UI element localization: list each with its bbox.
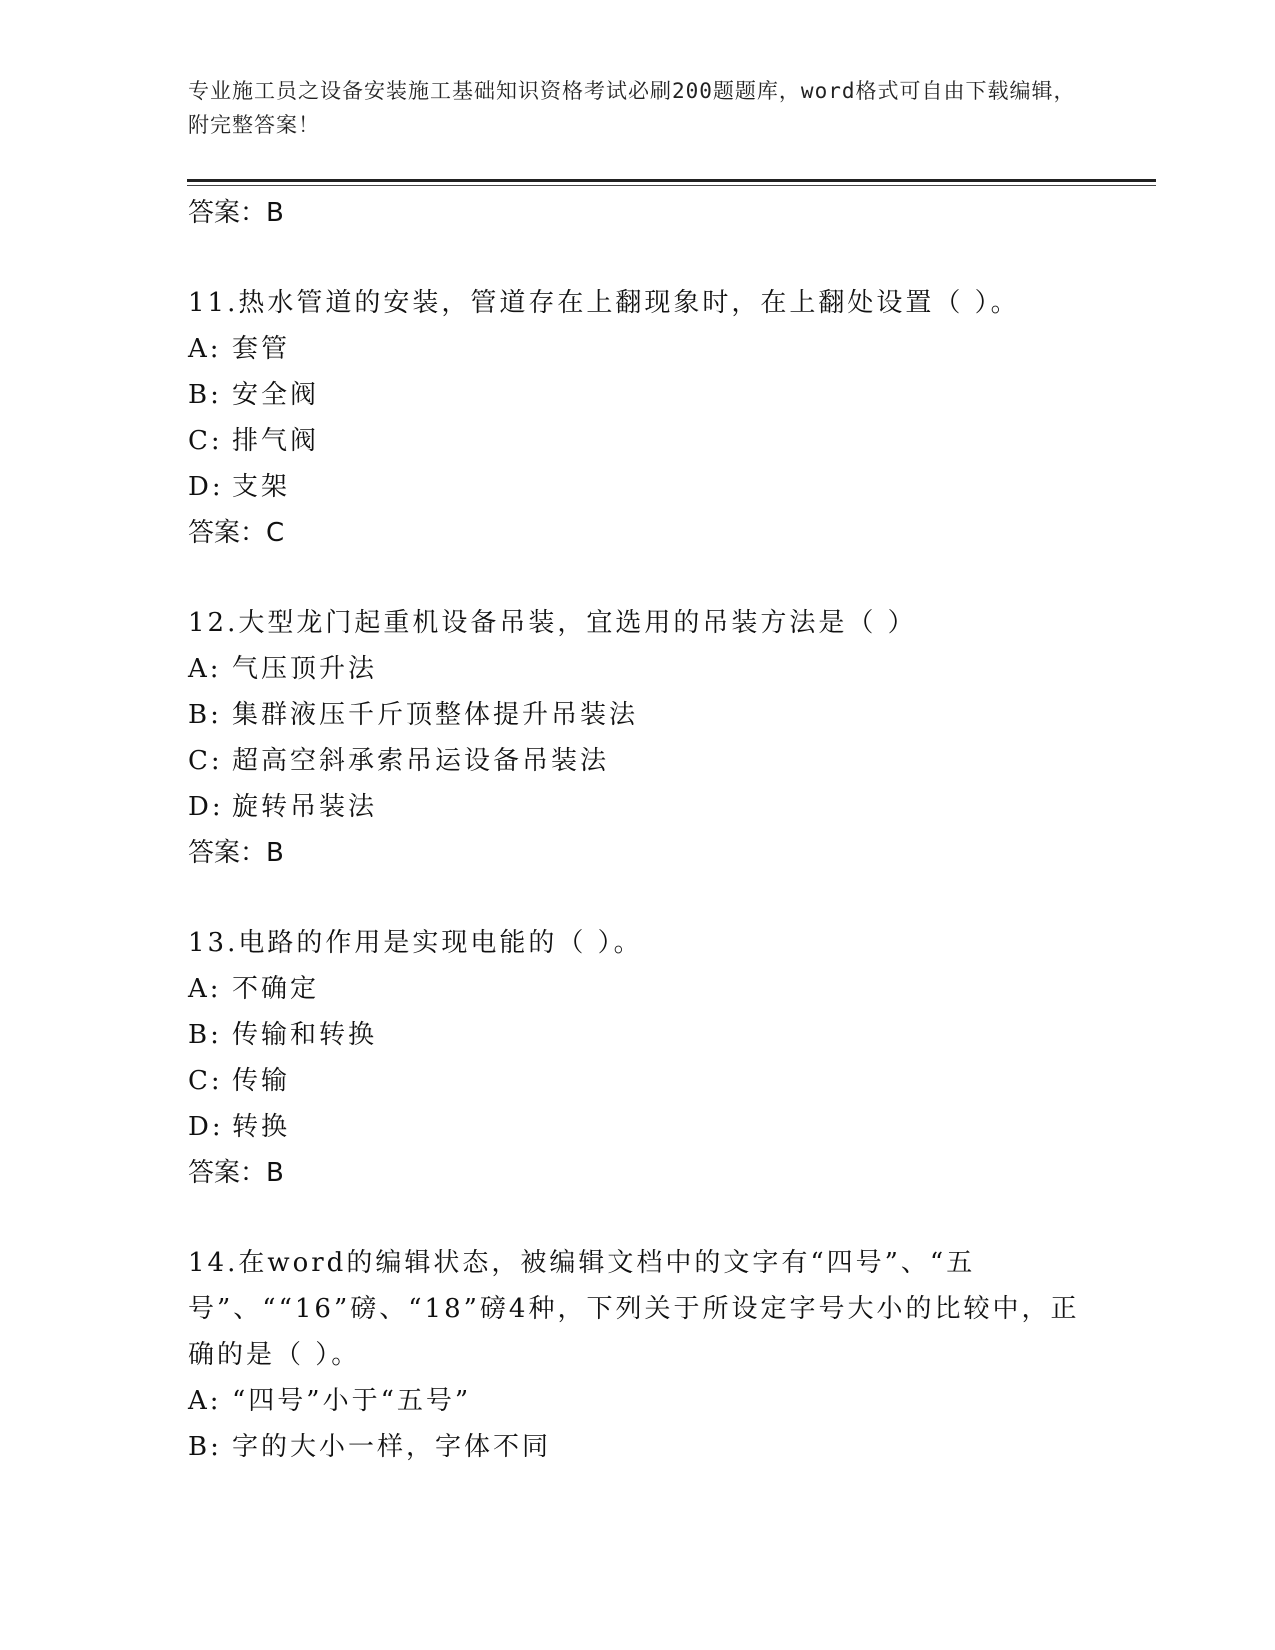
option-text: 转换: [232, 1112, 291, 1142]
option-d: [188, 784, 1088, 830]
option-d: [188, 1104, 1088, 1150]
option-letter: C:: [188, 426, 223, 456]
option-b: [188, 1424, 1088, 1470]
option-letter: B:: [188, 1020, 222, 1050]
option-text: 不确定: [232, 974, 320, 1004]
answer-line: 答案：B: [188, 838, 284, 868]
option-a: [188, 966, 1088, 1012]
option-letter: A:: [188, 334, 222, 364]
option-b: [188, 1012, 1088, 1058]
question-text: 13.电路的作用是实现电能的（ ）。: [188, 928, 643, 958]
option-a: [188, 326, 1088, 372]
header-divider-thin: [187, 185, 1156, 186]
option-a: [188, 1378, 1088, 1424]
answer-line: 答案：C: [188, 518, 285, 548]
question-text: 11.热水管道的安装，管道存在上翻现象时，在上翻处设置（ ）。: [188, 288, 1020, 318]
option-c: [188, 738, 1088, 784]
option-letter: D:: [188, 472, 224, 502]
option-letter: C:: [188, 746, 223, 776]
option-letter: A:: [188, 654, 222, 684]
option-b: [188, 692, 1088, 738]
option-text: 集群液压千斤顶整体提升吊装法: [232, 700, 639, 730]
option-letter: B:: [188, 1432, 222, 1462]
option-letter: B:: [188, 700, 222, 730]
option-text: “四号”小于“五号”: [232, 1386, 472, 1416]
option-text: 气压顶升法: [232, 654, 378, 684]
option-text: 传输和转换: [232, 1020, 378, 1050]
option-text: 字的大小一样，字体不同: [232, 1432, 552, 1462]
option-d: [188, 464, 1088, 510]
option-letter: C:: [188, 1066, 223, 1096]
option-text: 超高空斜承索吊运设备吊装法: [232, 746, 610, 776]
option-text: 支架: [232, 472, 291, 502]
answer-line: 答案：B: [188, 198, 284, 228]
question-text: 14.在word的编辑状态，被编辑文档中的文字有“四号”、“五号”、““16”磅、“18”磅4种，下列关于所设定字号大小的比较中，正确的是（ ）。: [188, 1248, 1080, 1370]
option-letter: D:: [188, 1112, 224, 1142]
option-text: 套管: [232, 334, 291, 364]
answer-line: 答案：B: [188, 1158, 284, 1188]
option-c: [188, 1058, 1088, 1104]
option-letter: A:: [188, 974, 222, 1004]
option-c: [188, 418, 1088, 464]
document-header: 专业施工员之设备安装施工基础知识资格考试必刷200题题库，word格式可自由下载编辑，附完整答案！: [188, 79, 1076, 137]
question-list: [188, 190, 1088, 1470]
option-letter: D:: [188, 792, 224, 822]
option-letter: B:: [188, 380, 222, 410]
option-text: 传输: [232, 1066, 291, 1096]
option-text: 旋转吊装法: [232, 792, 378, 822]
option-letter: A:: [188, 1386, 222, 1416]
option-b: [188, 372, 1088, 418]
option-text: 排气阀: [232, 426, 320, 456]
question-text: 12.大型龙门起重机设备吊装，宜选用的吊装方法是（ ）: [188, 608, 917, 638]
option-text: 安全阀: [232, 380, 320, 410]
option-a: [188, 646, 1088, 692]
header-divider-thick: [187, 179, 1156, 182]
